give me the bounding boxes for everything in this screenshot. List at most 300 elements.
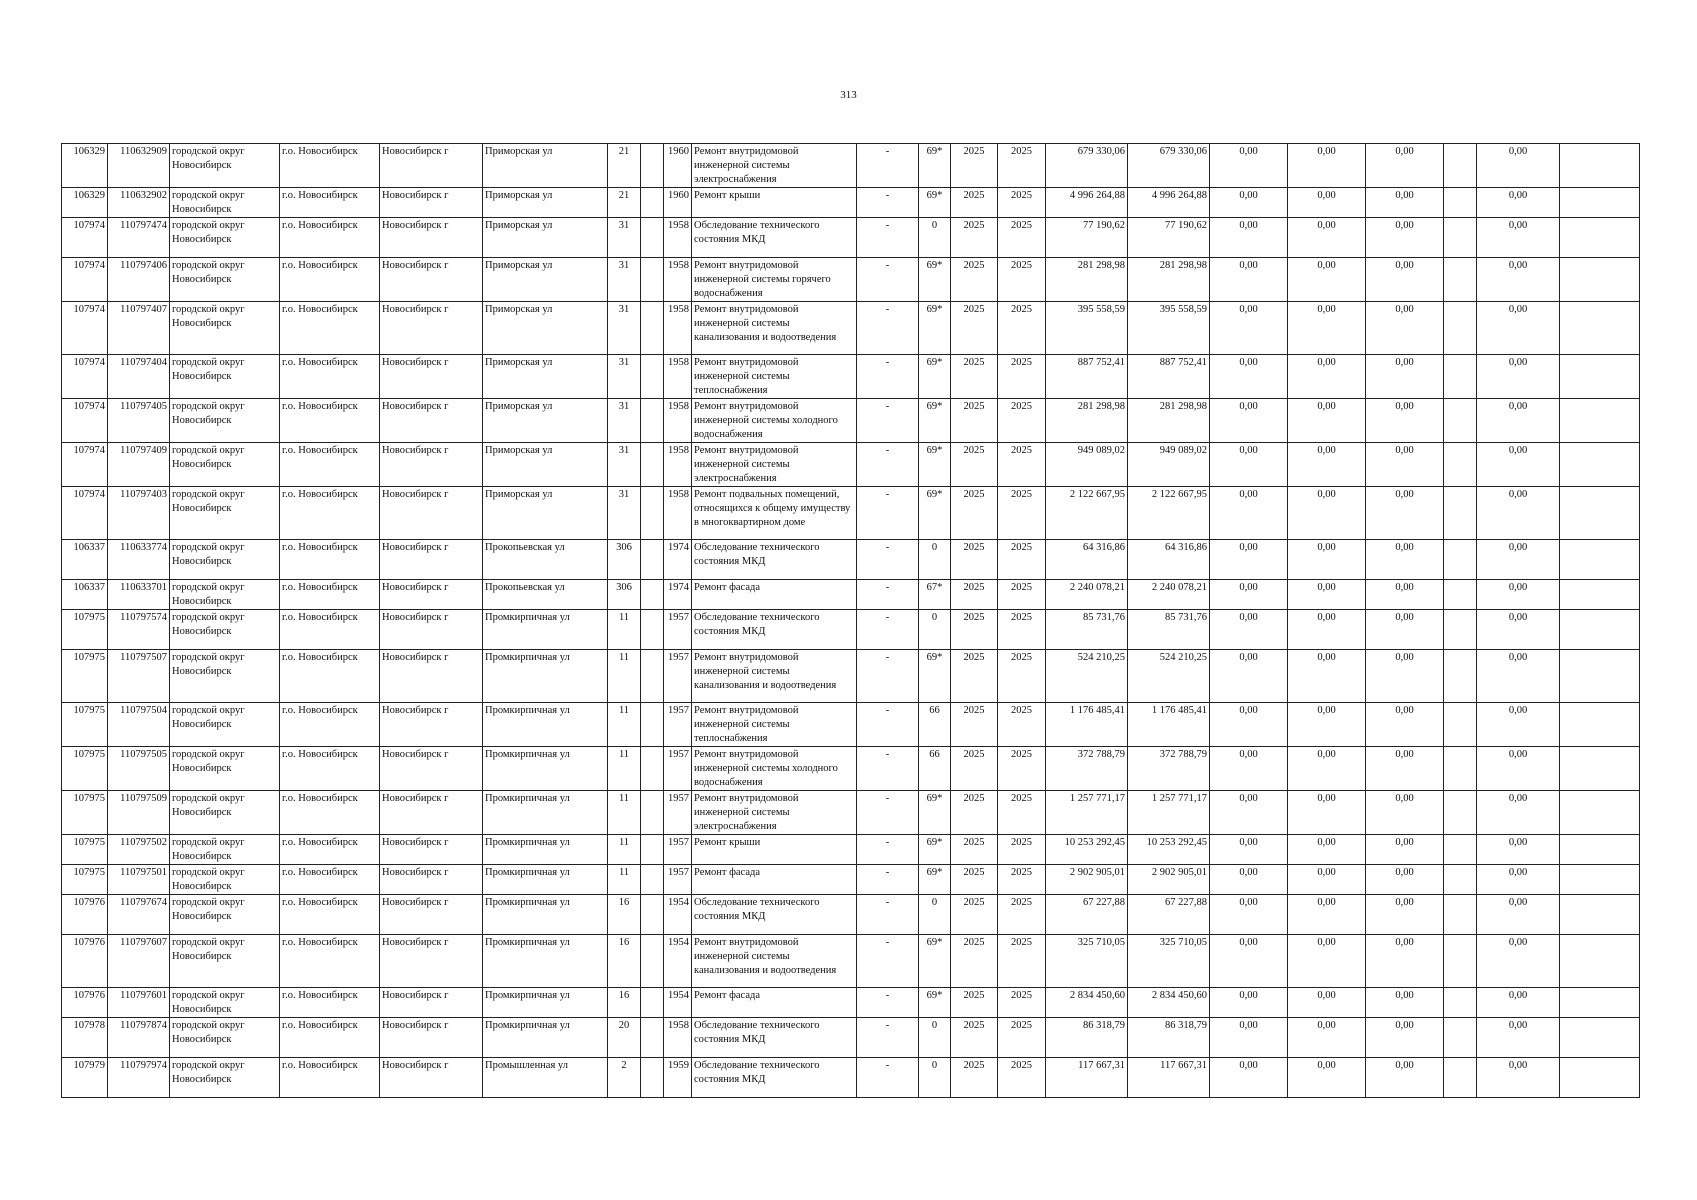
cell-street: Промкирпичная ул [483,610,608,650]
table-row [62,540,1640,580]
cell-cost: 10 253 292,45 [1046,835,1128,865]
cell-dash: - [857,988,919,1018]
cell-house: 31 [608,355,641,399]
cell-other-sources: 0,00 [1477,935,1560,988]
cell-code-id: 110632902 [108,188,170,218]
cell-budget-regional: 0,00 [1288,399,1366,443]
cell-year-built: 1958 [664,443,692,487]
cell-wear: 69* [919,258,951,302]
cell-street: Промкирпичная ул [483,865,608,895]
cell-ok-id: 106329 [62,188,108,218]
cell-building [641,610,664,650]
cell-ok-id: 106329 [62,144,108,188]
cell-municipality: городской округ Новосибирск [170,610,280,650]
cell-cost: 679 330,06 [1046,144,1128,188]
cell-plan-year-start: 2025 [951,540,998,580]
cell-blank-col-last [1560,188,1640,218]
cell-budget-local: 0,00 [1366,1018,1444,1058]
table-row [62,988,1640,1018]
table-row [62,935,1640,988]
cell-ok-id: 107974 [62,399,108,443]
cell-blank-col [1444,540,1477,580]
table-row [62,302,1640,355]
cell-district: г.о. Новосибирск [280,935,380,988]
cell-plan-year-start: 2025 [951,988,998,1018]
cell-year-built: 1974 [664,580,692,610]
cell-work-type: Ремонт внутридомовой инженерной системы канализования и водоотведения [692,650,857,703]
cell-year-built: 1958 [664,302,692,355]
cell-work-type: Ремонт внутридомовой инженерной системы электроснабжения [692,443,857,487]
cell-blank-col-last [1560,791,1640,835]
cell-ok-id: 106337 [62,540,108,580]
cell-district: г.о. Новосибирск [280,218,380,258]
cell-wear: 0 [919,1018,951,1058]
cell-district: г.о. Новосибирск [280,791,380,835]
cell-municipality: городской округ Новосибирск [170,302,280,355]
table-row [62,443,1640,487]
cell-street: Промкирпичная ул [483,1018,608,1058]
cell-building [641,399,664,443]
cell-wear: 69* [919,988,951,1018]
cell-plan-year-end: 2025 [998,791,1046,835]
cell-budget-local: 0,00 [1366,703,1444,747]
cell-work-type: Ремонт крыши [692,835,857,865]
cell-work-type: Ремонт фасада [692,580,857,610]
cell-budget-regional: 0,00 [1288,355,1366,399]
cell-budget-federal: 0,00 [1210,399,1288,443]
cell-street: Приморская ул [483,487,608,540]
cell-cost: 2 122 667,95 [1046,487,1128,540]
cell-budget-local: 0,00 [1366,302,1444,355]
cell-house: 2 [608,1058,641,1098]
cell-year-built: 1959 [664,1058,692,1098]
cell-plan-year-end: 2025 [998,218,1046,258]
cell-building [641,791,664,835]
cell-budget-regional: 0,00 [1288,580,1366,610]
cell-budget-federal: 0,00 [1210,895,1288,935]
cell-code-id: 110797409 [108,443,170,487]
cell-dash: - [857,610,919,650]
cell-year-built: 1960 [664,188,692,218]
cell-fund-amount: 1 176 485,41 [1128,703,1210,747]
cell-plan-year-end: 2025 [998,610,1046,650]
cell-budget-local: 0,00 [1366,791,1444,835]
cell-blank-col [1444,1058,1477,1098]
cell-plan-year-start: 2025 [951,703,998,747]
cell-locality: Новосибирск г [380,355,483,399]
cell-cost: 85 731,76 [1046,610,1128,650]
cell-locality: Новосибирск г [380,835,483,865]
cell-wear: 69* [919,835,951,865]
cell-work-type: Обследование технического состояния МКД [692,218,857,258]
cell-street: Приморская ул [483,399,608,443]
cell-budget-federal: 0,00 [1210,144,1288,188]
cell-plan-year-end: 2025 [998,703,1046,747]
cell-municipality: городской округ Новосибирск [170,487,280,540]
cell-municipality: городской округ Новосибирск [170,865,280,895]
cell-blank-col [1444,218,1477,258]
cell-code-id: 110797574 [108,610,170,650]
cell-year-built: 1958 [664,1018,692,1058]
cell-plan-year-start: 2025 [951,443,998,487]
cell-ok-id: 107976 [62,935,108,988]
cell-code-id: 110797502 [108,835,170,865]
cell-blank-col [1444,355,1477,399]
cell-dash: - [857,144,919,188]
cell-blank-col [1444,258,1477,302]
cell-work-type: Ремонт фасада [692,988,857,1018]
cell-work-type: Ремонт крыши [692,188,857,218]
cell-plan-year-start: 2025 [951,399,998,443]
cell-ok-id: 107974 [62,355,108,399]
cell-budget-local: 0,00 [1366,399,1444,443]
cell-district: г.о. Новосибирск [280,1018,380,1058]
cell-house: 11 [608,791,641,835]
cell-budget-regional: 0,00 [1288,791,1366,835]
cell-wear: 69* [919,865,951,895]
cell-street: Промкирпичная ул [483,703,608,747]
cell-fund-amount: 4 996 264,88 [1128,188,1210,218]
cell-street: Приморская ул [483,188,608,218]
cell-other-sources: 0,00 [1477,1058,1560,1098]
cell-year-built: 1957 [664,791,692,835]
cell-cost: 1 257 771,17 [1046,791,1128,835]
table-row [62,650,1640,703]
cell-house: 16 [608,935,641,988]
cell-fund-amount: 281 298,98 [1128,258,1210,302]
cell-work-type: Обследование технического состояния МКД [692,610,857,650]
cell-budget-federal: 0,00 [1210,188,1288,218]
cell-other-sources: 0,00 [1477,188,1560,218]
cell-house: 31 [608,302,641,355]
cell-district: г.о. Новосибирск [280,258,380,302]
cell-locality: Новосибирск г [380,747,483,791]
cell-plan-year-start: 2025 [951,650,998,703]
cell-blank-col-last [1560,540,1640,580]
cell-ok-id: 107975 [62,610,108,650]
cell-code-id: 110797509 [108,791,170,835]
cell-plan-year-start: 2025 [951,610,998,650]
cell-district: г.о. Новосибирск [280,443,380,487]
cell-district: г.о. Новосибирск [280,650,380,703]
cell-plan-year-end: 2025 [998,935,1046,988]
cell-street: Промкирпичная ул [483,791,608,835]
cell-budget-regional: 0,00 [1288,865,1366,895]
cell-blank-col [1444,865,1477,895]
cell-budget-local: 0,00 [1366,610,1444,650]
cell-blank-col [1444,580,1477,610]
cell-plan-year-end: 2025 [998,650,1046,703]
cell-budget-regional: 0,00 [1288,1018,1366,1058]
cell-other-sources: 0,00 [1477,703,1560,747]
cell-year-built: 1957 [664,865,692,895]
cell-budget-federal: 0,00 [1210,1058,1288,1098]
cell-budget-local: 0,00 [1366,935,1444,988]
cell-code-id: 110797406 [108,258,170,302]
cell-budget-regional: 0,00 [1288,487,1366,540]
cell-ok-id: 107974 [62,218,108,258]
cell-wear: 69* [919,650,951,703]
cell-municipality: городской округ Новосибирск [170,218,280,258]
cell-code-id: 110797404 [108,355,170,399]
cell-ok-id: 107975 [62,747,108,791]
cell-house: 11 [608,747,641,791]
cell-year-built: 1957 [664,650,692,703]
cell-plan-year-end: 2025 [998,580,1046,610]
cell-blank-col-last [1560,580,1640,610]
cell-fund-amount: 67 227,88 [1128,895,1210,935]
cell-municipality: городской округ Новосибирск [170,935,280,988]
cell-other-sources: 0,00 [1477,540,1560,580]
cell-year-built: 1957 [664,610,692,650]
cell-ok-id: 107974 [62,443,108,487]
cell-blank-col-last [1560,443,1640,487]
cell-budget-local: 0,00 [1366,487,1444,540]
cell-locality: Новосибирск г [380,188,483,218]
table-row [62,399,1640,443]
cell-work-type: Обследование технического состояния МКД [692,1018,857,1058]
cell-district: г.о. Новосибирск [280,302,380,355]
cell-budget-local: 0,00 [1366,144,1444,188]
cell-blank-col [1444,791,1477,835]
cell-budget-regional: 0,00 [1288,302,1366,355]
cell-blank-col [1444,302,1477,355]
cell-house: 31 [608,258,641,302]
cell-fund-amount: 86 318,79 [1128,1018,1210,1058]
cell-plan-year-start: 2025 [951,355,998,399]
table-row [62,580,1640,610]
cell-ok-id: 107975 [62,650,108,703]
cell-budget-local: 0,00 [1366,747,1444,791]
cell-year-built: 1954 [664,935,692,988]
cell-budget-local: 0,00 [1366,835,1444,865]
cell-fund-amount: 325 710,05 [1128,935,1210,988]
cell-blank-col-last [1560,610,1640,650]
cell-building [641,865,664,895]
cell-wear: 0 [919,610,951,650]
cell-wear: 0 [919,895,951,935]
cell-plan-year-end: 2025 [998,188,1046,218]
cell-street: Промкирпичная ул [483,835,608,865]
cell-ok-id: 107974 [62,302,108,355]
cell-other-sources: 0,00 [1477,895,1560,935]
cell-dash: - [857,302,919,355]
cell-plan-year-end: 2025 [998,302,1046,355]
cell-work-type: Обследование технического состояния МКД [692,540,857,580]
cell-building [641,895,664,935]
cell-year-built: 1954 [664,988,692,1018]
cell-cost: 1 176 485,41 [1046,703,1128,747]
cell-budget-federal: 0,00 [1210,791,1288,835]
cell-other-sources: 0,00 [1477,835,1560,865]
cell-plan-year-start: 2025 [951,302,998,355]
table-row [62,218,1640,258]
cell-municipality: городской округ Новосибирск [170,188,280,218]
cell-other-sources: 0,00 [1477,144,1560,188]
cell-fund-amount: 2 240 078,21 [1128,580,1210,610]
cell-dash: - [857,935,919,988]
cell-wear: 69* [919,355,951,399]
cell-fund-amount: 1 257 771,17 [1128,791,1210,835]
cell-district: г.о. Новосибирск [280,399,380,443]
cell-budget-federal: 0,00 [1210,865,1288,895]
cell-wear: 69* [919,302,951,355]
cell-cost: 372 788,79 [1046,747,1128,791]
cell-house: 16 [608,895,641,935]
cell-plan-year-end: 2025 [998,355,1046,399]
cell-blank-col [1444,487,1477,540]
cell-building [641,258,664,302]
cell-blank-col-last [1560,747,1640,791]
cell-code-id: 110797504 [108,703,170,747]
cell-plan-year-end: 2025 [998,1058,1046,1098]
table-row [62,487,1640,540]
cell-budget-regional: 0,00 [1288,540,1366,580]
cell-ok-id: 107975 [62,791,108,835]
cell-budget-federal: 0,00 [1210,580,1288,610]
cell-municipality: городской округ Новосибирск [170,835,280,865]
cell-other-sources: 0,00 [1477,1018,1560,1058]
cell-building [641,835,664,865]
cell-other-sources: 0,00 [1477,747,1560,791]
cell-dash: - [857,399,919,443]
cell-blank-col-last [1560,355,1640,399]
cell-plan-year-start: 2025 [951,791,998,835]
cell-work-type: Ремонт подвальных помещений, относящихся к общему имуществу в многоквартирном доме [692,487,857,540]
cell-blank-col-last [1560,258,1640,302]
cell-house: 11 [608,703,641,747]
cell-year-built: 1958 [664,399,692,443]
cell-work-type: Ремонт внутридомовой инженерной системы теплоснабжения [692,355,857,399]
cell-year-built: 1958 [664,355,692,399]
table-row [62,865,1640,895]
cell-municipality: городской округ Новосибирск [170,1058,280,1098]
cell-work-type: Ремонт фасада [692,865,857,895]
cell-ok-id: 107975 [62,703,108,747]
table-row [62,703,1640,747]
cell-district: г.о. Новосибирск [280,703,380,747]
table-row [62,258,1640,302]
cell-municipality: городской округ Новосибирск [170,355,280,399]
cell-locality: Новосибирск г [380,650,483,703]
table-row [62,791,1640,835]
cell-plan-year-end: 2025 [998,895,1046,935]
cell-cost: 949 089,02 [1046,443,1128,487]
cell-work-type: Ремонт внутридомовой инженерной системы канализования и водоотведения [692,302,857,355]
cell-code-id: 110797407 [108,302,170,355]
cell-building [641,540,664,580]
cell-blank-col [1444,988,1477,1018]
cell-dash: - [857,865,919,895]
cell-ok-id: 107975 [62,865,108,895]
cell-street: Приморская ул [483,443,608,487]
cell-blank-col [1444,399,1477,443]
cell-house: 16 [608,988,641,1018]
cell-year-built: 1957 [664,703,692,747]
cell-wear: 66 [919,703,951,747]
cell-blank-col-last [1560,988,1640,1018]
cell-locality: Новосибирск г [380,580,483,610]
cell-other-sources: 0,00 [1477,443,1560,487]
cell-blank-col-last [1560,399,1640,443]
cell-budget-regional: 0,00 [1288,144,1366,188]
cell-house: 306 [608,540,641,580]
cell-code-id: 110797974 [108,1058,170,1098]
cell-code-id: 110797874 [108,1018,170,1058]
cell-locality: Новосибирск г [380,218,483,258]
cell-locality: Новосибирск г [380,302,483,355]
cell-district: г.о. Новосибирск [280,835,380,865]
cell-other-sources: 0,00 [1477,487,1560,540]
cell-house: 11 [608,835,641,865]
cell-blank-col-last [1560,1058,1640,1098]
cell-blank-col-last [1560,1018,1640,1058]
cell-budget-federal: 0,00 [1210,487,1288,540]
cell-other-sources: 0,00 [1477,302,1560,355]
cell-dash: - [857,791,919,835]
cell-plan-year-end: 2025 [998,835,1046,865]
cell-blank-col-last [1560,935,1640,988]
cell-building [641,355,664,399]
cell-locality: Новосибирск г [380,443,483,487]
cell-other-sources: 0,00 [1477,865,1560,895]
repair-program-table [61,143,1640,1098]
cell-budget-regional: 0,00 [1288,895,1366,935]
cell-street: Промкирпичная ул [483,935,608,988]
cell-plan-year-end: 2025 [998,399,1046,443]
cell-municipality: городской округ Новосибирск [170,443,280,487]
cell-district: г.о. Новосибирск [280,895,380,935]
cell-budget-federal: 0,00 [1210,935,1288,988]
cell-wear: 67* [919,580,951,610]
cell-plan-year-end: 2025 [998,747,1046,791]
cell-street: Приморская ул [483,355,608,399]
cell-district: г.о. Новосибирск [280,540,380,580]
cell-budget-regional: 0,00 [1288,988,1366,1018]
cell-dash: - [857,443,919,487]
cell-budget-regional: 0,00 [1288,443,1366,487]
cell-budget-federal: 0,00 [1210,610,1288,650]
cell-building [641,650,664,703]
cell-work-type: Ремонт внутридомовой инженерной системы холодного водоснабжения [692,747,857,791]
table-row [62,144,1640,188]
cell-work-type: Обследование технического состояния МКД [692,895,857,935]
cell-blank-col [1444,703,1477,747]
cell-budget-regional: 0,00 [1288,258,1366,302]
cell-house: 31 [608,218,641,258]
cell-blank-col-last [1560,895,1640,935]
cell-cost: 281 298,98 [1046,399,1128,443]
cell-locality: Новосибирск г [380,935,483,988]
table-row [62,747,1640,791]
cell-blank-col [1444,443,1477,487]
cell-code-id: 110797501 [108,865,170,895]
cell-locality: Новосибирск г [380,540,483,580]
cell-ok-id: 107975 [62,835,108,865]
cell-wear: 66 [919,747,951,791]
cell-fund-amount: 2 122 667,95 [1128,487,1210,540]
cell-budget-regional: 0,00 [1288,835,1366,865]
cell-work-type: Ремонт внутридомовой инженерной системы электроснабжения [692,144,857,188]
cell-dash: - [857,895,919,935]
cell-dash: - [857,188,919,218]
cell-plan-year-start: 2025 [951,865,998,895]
cell-cost: 2 902 905,01 [1046,865,1128,895]
cell-budget-federal: 0,00 [1210,218,1288,258]
cell-budget-local: 0,00 [1366,218,1444,258]
cell-building [641,988,664,1018]
cell-code-id: 110797507 [108,650,170,703]
